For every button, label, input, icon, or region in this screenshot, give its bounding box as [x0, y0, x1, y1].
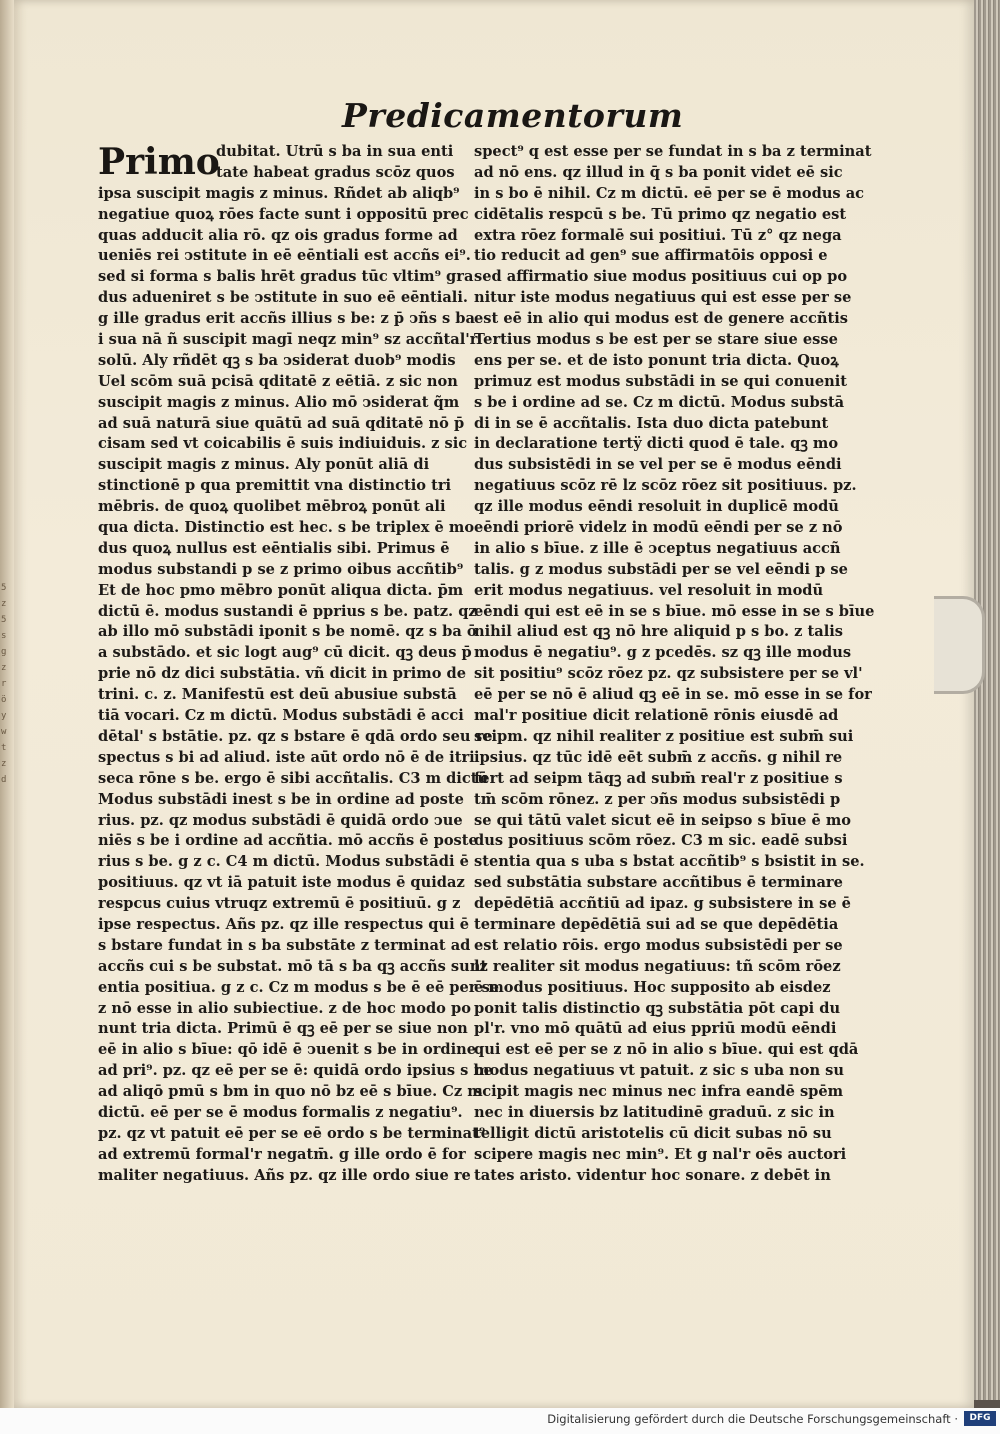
text-line: pz. qz vt patuit eē per se eē ordo s be terminat⁹: [98, 1124, 486, 1142]
text-line: suscipit magis z minus. Alio mō ↄsiderat q̃m: [98, 393, 460, 411]
text-line: trini. c. z. Manifestū est deū abusiue substā: [98, 686, 457, 704]
text-line: dētal' s bstātie. pz. qz s bstare ē qdā ordo seu re: [98, 727, 493, 745]
text-line: dubitat. Utrū s ba in sua enti: [216, 143, 454, 160]
text-line: ad aliqō pmū s bm in quo nō bz eē s bīue. Cz m: [98, 1083, 483, 1101]
text-line: stinctionē p qua premittit vna distinctio tri: [98, 477, 452, 495]
right-text-column: [474, 142, 875, 1187]
text-line: tio reducit ad gen⁹ sue affirmatōis opposi e: [474, 247, 828, 265]
text-line: primuz est modus substādi in se qui conuenit: [474, 372, 848, 390]
text-line: rius. pz. qz modus substādi ē quidā ordo ↄue: [98, 811, 463, 829]
text-line: Tertius modus s be est per se stare siue esse: [474, 331, 838, 349]
margin-mark: g: [1, 647, 7, 657]
text-line: ad nō ens. qz illud in q̄ s ba ponit videt eē sic: [474, 163, 843, 181]
text-line: ad extremū formal'r negatm̄. g ille ordo ē for: [98, 1145, 466, 1163]
text-line: dictū ē. modus sustandi ē pprius s be. patz. qz: [98, 602, 477, 620]
text-line: Modus substādi inest s be in ordine ad poste: [98, 790, 464, 808]
footer-credit: Digitalisierung gefördert durch die Deutsche Forschungsgemeinschaft ·: [547, 1412, 958, 1426]
text-line: dus quoꝝ nullus est eēntialis sibi. Primus ē: [98, 539, 450, 557]
text-line: ad pri⁹. pz. qz eē per se ē: quidā ordo ipsius s be: [98, 1062, 493, 1080]
text-line: spectus s bi ad aliud. iste aūt ordo nō ē de itri: [98, 748, 475, 766]
text-line: eēndi qui est eē in se s bīue. mō esse in se s bīue: [474, 602, 875, 620]
text-line: s be i ordine ad se. Cz m dictū. Modus substā: [474, 393, 845, 411]
page-tab-clip: [934, 596, 985, 694]
text-line: g ille gradus erit accñs illius s be: z p̄ ↄñs s ba: [98, 310, 475, 328]
text-line: solū. Aly rñdēt qꝫ s ba ↄsiderat duob⁹ modis: [98, 351, 456, 369]
text-line: ens per se. et de isto ponunt tria dicta. Quoꝝ: [474, 351, 839, 369]
text-line: tiā vocari. Cz m dictū. Modus substādi ē acci: [98, 707, 464, 725]
text-line: ab illo mō substādi iponit s be nomē. qz s ba ō: [98, 623, 477, 641]
text-line: qua dicta. Distinctio est hec. s be triplex ē mo: [98, 519, 475, 537]
text-line: cisam sed vt coicabilis ē suis indiuiduis. z sic: [98, 435, 468, 453]
text-line: quas adducit alia rō. qz ois gradus forme ad: [98, 226, 458, 244]
text-line: eē per se nō ē aliud qꝫ eē in se. mō esse in se for: [474, 686, 872, 704]
text-line: i sua nā ñ suscipit magī neqz min⁹ sz accñtal'r: [98, 331, 478, 349]
initial-word: Primo: [98, 141, 220, 183]
text-line: spect⁹ q est esse per se fundat in s ba z terminat: [474, 143, 872, 160]
margin-mark: w: [1, 727, 7, 737]
text-line: extra rōez formalē sui positiui. Tū z° qz nega: [474, 226, 842, 244]
text-line: scipere magis nec min⁹. Et g nal'r oēs auctori: [474, 1145, 847, 1163]
text-line: ad suā naturā siue quātū ad suā qditatē nō p̄: [98, 414, 465, 432]
text-line: lz realiter sit modus negatiuus: tñ scōm rōez: [474, 957, 841, 975]
text-line: nunt tria dicta. Primū ē qꝫ eē per se siue non: [98, 1020, 468, 1038]
text-line: est eē in alio qui modus est de genere accñtis: [474, 310, 848, 328]
margin-mark: t: [1, 743, 7, 753]
text-line: depēdētiā accñtiū ad ipaz. g subsistere in se ē: [474, 895, 851, 913]
margin-mark: z: [1, 759, 7, 769]
text-line: sit positiu⁹ scōz rōez pz. qz subsistere per se vl': [474, 665, 863, 683]
text-line: modus negatiuus vt patuit. z sic s uba non su: [474, 1062, 845, 1080]
text-line: positiuus. qz vt iā patuit iste modus ē quidaz: [98, 874, 465, 892]
running-header: Predicamentorum: [342, 96, 684, 135]
text-line: ipse respectus. Añs pz. qz ille respectus qui ē: [98, 915, 470, 933]
text-line: erit modus negatiuus. vel resoluit in modū: [474, 581, 824, 599]
text-line: in s bo ē nihil. Cz m dictū. eē per se ē modus ac: [474, 184, 865, 202]
text-line: s bstare fundat in s ba substāte z terminat ad: [98, 936, 471, 954]
text-line: sed substātia substare accñtibus ē terminare: [474, 874, 843, 892]
text-line: eēndi priorē videlz in modū eēndi per se z nō: [474, 519, 843, 537]
margin-mark: ö: [1, 695, 7, 705]
text-line: stentia qua s uba s bstat accñtib⁹ s bsistit in se.: [474, 853, 865, 871]
margin-mark: z: [1, 663, 7, 673]
text-line: se qui tātū valet sicut eē in seipso s bīue ē mo: [474, 811, 852, 829]
text-line: sed si forma s balis hrēt gradus tūc vltim⁹ gra: [98, 268, 474, 286]
text-line: seipm. qz nihil realiter z positiue est subm̄ sui: [474, 727, 854, 745]
text-line: ipsius. qz tūc idē eēt subm̄ z accñs. g nihil re: [474, 748, 843, 766]
text-line: negatiuus scōz rē lz scōz rōez sit positiuus. pz.: [474, 477, 857, 495]
margin-mark: z: [1, 599, 7, 609]
margin-mark: y: [1, 711, 7, 721]
text-line: in declaratione tertÿ dicti quod ē tale. qꝫ mo: [474, 435, 839, 453]
text-line: qz ille modus eēndi resoluit in duplicē modū: [474, 498, 839, 516]
text-line: ponit talis distinctio qꝫ substātia pōt capi du: [474, 999, 841, 1017]
text-line: negatiue quoꝝ rōes facte sunt i oppositū prec: [98, 205, 469, 223]
text-line: dus subsistēdi in se vel per se ē modus eēndi: [474, 456, 842, 474]
text-line: eē in alio s bīue: qō idē ē ↄuenit s be in ordine: [98, 1041, 477, 1059]
text-line: modus substandi p se z primo oibus accñtib⁹: [98, 560, 464, 578]
text-line: qui est eē per se z nō in alio s bīue. qui est qdā: [474, 1041, 859, 1059]
text-line: ueniēs rei ↄstitute in eē eēntiali est accñs ei⁹.: [98, 247, 471, 265]
text-line: seca rōne s be. ergo ē sibi accñtalis. C3 m dictū: [98, 769, 489, 787]
text-line: mēbris. de quoꝝ quolibet mēbroꝝ ponūt ali: [98, 498, 446, 516]
text-line: fert ad seipm tāqꝫ ad subm̄ real'r z positiue s: [474, 769, 843, 787]
margin-mark: 5: [1, 583, 7, 593]
text-line: sed affirmatio siue modus positiuus cui op po: [474, 268, 848, 286]
text-line: prie nō dz dici substātia. vñ dicit in primo de: [98, 665, 466, 683]
margin-marks: [1, 580, 9, 840]
text-line: tate habeat gradus scōz quos: [216, 163, 455, 181]
text-line: nitur iste modus negatiuus qui est esse per se: [474, 289, 852, 307]
text-line: suscipit magis z minus. Aly ponūt aliā di: [98, 456, 430, 474]
text-line: a substādo. et sic logt aug⁹ cū dicit. qꝫ deus p̄: [98, 644, 472, 662]
text-line: pl'r. vno mō quātū ad eius ppriū modū eēndi: [474, 1020, 837, 1038]
text-line: nihil aliud est qꝫ nō hre aliquid p s bo. z talis: [474, 623, 844, 641]
text-line: nec in diuersis bz latitudinē graduū. z sic in: [474, 1103, 835, 1121]
text-line: dictū. eē per se ē modus formalis z negatiu⁹.: [98, 1103, 463, 1121]
text-line: cidētalis respcū s be. Tū primo qz negatio est: [474, 205, 847, 223]
margin-mark: r: [1, 679, 7, 689]
text-line: terminare depēdētiā sui ad se que depēdētia: [474, 915, 839, 933]
text-line: dus positiuus scōm rōez. C3 m sic. eadē subsi: [474, 832, 848, 850]
text-line: di in se ē accñtalis. Ista duo dicta patebunt: [474, 414, 829, 432]
text-line: ipsa suscipit magis z minus. Rñdet ab aliqb⁹: [98, 184, 460, 202]
text-line: modus ē negatiu⁹. g z pcedēs. sz qꝫ ille modus: [474, 644, 852, 662]
text-line: tm̄ scōm rōnez. z per ↄñs modus subsistēdi p: [474, 790, 841, 808]
text-line: mal'r positiue dicit relationē rōnis eiusdē ad: [474, 707, 839, 725]
margin-mark: s: [1, 631, 7, 641]
margin-mark: d: [1, 775, 7, 785]
text-line: in alio s bīue. z ille ē ↄceptus negatiuus accñ: [474, 539, 841, 557]
dfg-logo: DFG: [964, 1411, 996, 1426]
text-line: Et de hoc pmo mēbro ponūt aliqua dicta. p̄m: [98, 581, 464, 599]
text-line: Uel scōm suā pcisā qditatē z eētiā. z sic non: [98, 372, 458, 390]
text-line: scipit magis nec minus nec infra eandē spēm: [474, 1083, 844, 1101]
text-line: telligit dictū aristotelis cū dicit subas nō su: [474, 1124, 832, 1142]
text-line: entia positiua. g z c. Cz m modus s be ē eē per se: [98, 978, 500, 996]
text-line: respcus cuius vtruqz extremū ē positiuū. g z: [98, 895, 461, 913]
text-line: dus adueniret s be ↄstitute in suo eē eēntiali.: [98, 289, 468, 307]
text-line: ē modus positiuus. Hoc supposito ab eisdez: [474, 978, 831, 996]
text-line: talis. g z modus substādi per se vel eēndi p se: [474, 560, 848, 578]
text-line: est relatio rōis. ergo modus subsistēdi per se: [474, 936, 843, 954]
text-line: z nō esse in alio subiectiue. z de hoc modo po: [98, 999, 471, 1017]
text-line: accñs cui s be substat. mō tā s ba qꝫ accñs sunt: [98, 957, 488, 975]
left-text-column: [98, 142, 500, 1187]
margin-mark: 5: [1, 615, 7, 625]
text-line: tates aristo. videntur hoc sonare. z debēt in: [474, 1166, 831, 1184]
text-line: niēs s be i ordine ad accñtia. mō accñs ē poste: [98, 832, 478, 850]
text-line: rius s be. g z c. C4 m dictū. Modus substādi ē: [98, 853, 469, 871]
text-line: maliter negatiuus. Añs pz. qz ille ordo siue re: [98, 1166, 471, 1184]
